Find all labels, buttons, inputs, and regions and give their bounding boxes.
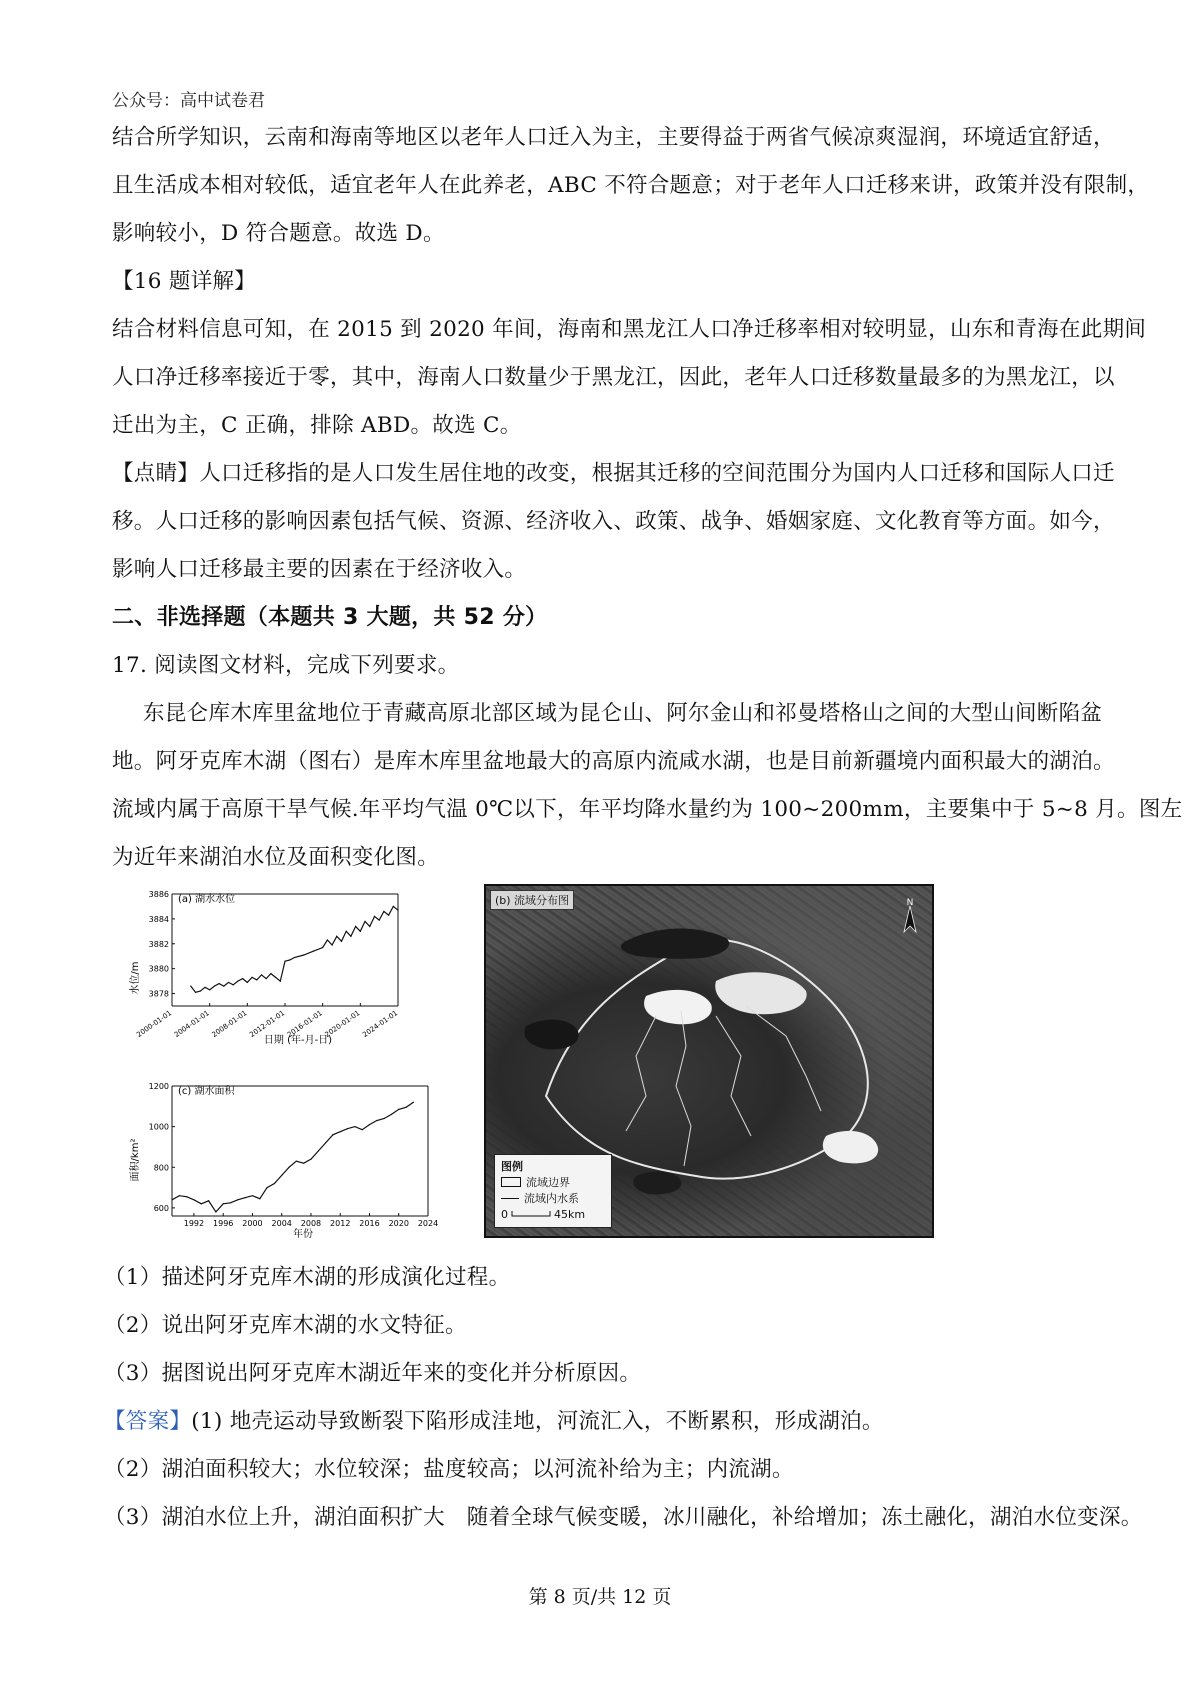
chart-c-y-tick-label: 1000 bbox=[148, 1122, 169, 1132]
north-arrow-icon bbox=[898, 896, 922, 936]
chart-c-title: (c) 湖水面积 bbox=[178, 1086, 235, 1097]
q15-line-3: 影响较小，D 符合题意。故选 D。 bbox=[112, 221, 445, 246]
q16-line-1: 结合材料信息可知，在 2015 到 2020 年间，海南和黑龙江人口净迁移率相对较明显，山东和青海在此期间 bbox=[112, 317, 1147, 342]
answer-label: 【答案】 bbox=[104, 1409, 192, 1434]
lake-north bbox=[621, 929, 729, 959]
chart-c-y-tick-label: 800 bbox=[153, 1163, 169, 1173]
chart-a-data-point bbox=[228, 982, 229, 983]
q17-material-line-2: 地。阿牙克库木湖（图右）是库木库里盆地最大的高原内流咸水湖，也是目前新疆境内面积最大的湖泊。 bbox=[112, 749, 1115, 774]
q17-stem: 17. 阅读图文材料，完成下列要求。 bbox=[112, 653, 460, 678]
chart-a-x-tick-label: 2000-01-01 bbox=[135, 1009, 174, 1039]
note-line-1: 【点睛】人口迁移指的是人口发生居住地的改变，根据其迁移的空间范围分为国内人口迁移和国际人口迁 bbox=[112, 461, 1115, 486]
chart-a-data-point bbox=[275, 977, 276, 978]
chart-c-ylabel: 面积/km² bbox=[130, 1138, 141, 1182]
basin-boundary bbox=[546, 940, 868, 1179]
chart-c-data-point bbox=[340, 1131, 341, 1132]
lake-west bbox=[524, 1020, 578, 1050]
legend-title: 图例 bbox=[501, 1160, 523, 1173]
chart-c-data-point bbox=[193, 1199, 194, 1200]
chart-c-x-tick-label: 1992 bbox=[183, 1219, 205, 1228]
chart-a-data-point bbox=[374, 916, 375, 917]
chart-a-x-tick-label: 2004-01-01 bbox=[172, 1009, 211, 1039]
chart-c-data-point bbox=[296, 1161, 297, 1162]
chart-c-data-point bbox=[215, 1211, 216, 1212]
chart-c-data-point bbox=[259, 1198, 260, 1199]
chart-c-data-point bbox=[398, 1109, 399, 1110]
chart-a-x-tick-label: 2008-01-01 bbox=[210, 1009, 249, 1039]
chart-c-x-tick-label: 1996 bbox=[213, 1219, 234, 1228]
chart-a-xlabel: 日期 (年-月-日) bbox=[263, 1035, 333, 1046]
chart-a-data-point bbox=[322, 947, 323, 948]
chart-c-y-tick-label: 600 bbox=[153, 1203, 169, 1213]
water-level-chart bbox=[128, 888, 428, 1048]
boundary-swatch-icon bbox=[501, 1177, 521, 1187]
chart-a-x-tick-label: 2020-01-01 bbox=[323, 1009, 362, 1039]
chart-a-y-tick-label: 3878 bbox=[148, 989, 169, 999]
chart-a-data-point bbox=[364, 921, 365, 922]
chart-c-data-point bbox=[266, 1187, 267, 1188]
legend-row-boundary bbox=[501, 1174, 605, 1190]
chart-a-data-point bbox=[346, 931, 347, 932]
answer-line-1 bbox=[104, 1404, 884, 1435]
chart-c-data-point bbox=[274, 1183, 275, 1184]
chart-a-data-point bbox=[247, 982, 248, 983]
chart-c-series-line bbox=[172, 1102, 413, 1212]
snow-field bbox=[715, 972, 806, 1014]
q15-line-2: 且生活成本相对较低，适宜老年人在此养老，ABC 不符合题意；对于老年人口迁移来讲，政策并没有限制， bbox=[112, 173, 1150, 198]
q16-heading: 【16 题详解】 bbox=[112, 269, 257, 294]
chart-a-data-point bbox=[242, 978, 243, 979]
source-tag: 公众号：高中试卷君 bbox=[112, 91, 265, 111]
chart-c-data-point bbox=[186, 1196, 187, 1197]
chart-a-data-point bbox=[237, 981, 238, 982]
chart-c-data-point bbox=[245, 1197, 246, 1198]
map-legend bbox=[494, 1154, 612, 1228]
chart-c-x-tick-label: 2020 bbox=[388, 1219, 409, 1228]
q17-question-3: （3）据图说出阿牙克库木湖近年来的变化并分析原因。 bbox=[104, 1361, 642, 1386]
lake-south bbox=[633, 1171, 681, 1194]
lake-area-chart bbox=[128, 1080, 439, 1240]
answer-1-text: (1) 地壳运动导致断裂下陷形成洼地，河流汇入，不断累积，形成湖泊。 bbox=[191, 1409, 884, 1434]
q16-line-3: 迁出为主，C 正确，排除 ABD。故选 C。 bbox=[112, 413, 522, 438]
chart-a-data-point bbox=[303, 954, 304, 955]
chart-a-data-point bbox=[190, 985, 191, 986]
chart-c-data-point bbox=[413, 1102, 414, 1103]
chart-a-ylabel: 水位/m bbox=[130, 961, 141, 995]
chart-a-y-tick-label: 3880 bbox=[148, 964, 169, 974]
chart-a-data-point bbox=[200, 990, 201, 991]
q17-material-line-3: 流域内属于高原干旱气候.年平均气温 0℃以下，年平均降水量约为 100~200mm，主要集中于 5~8 月。图左 bbox=[112, 797, 1183, 822]
lake-east bbox=[823, 1131, 878, 1163]
chart-a-data-point bbox=[327, 939, 328, 940]
chart-c-data-point bbox=[303, 1163, 304, 1164]
answer-line-3: （3）湖泊水位上升，湖泊面积扩大 随着全球气候变暖，冰川融化，补给增加；冻土融化，湖泊水位变深。 bbox=[104, 1505, 1143, 1530]
chart-a-data-point bbox=[397, 910, 398, 911]
chart-c-x-tick-label: 2016 bbox=[359, 1219, 380, 1228]
section-title: 二、非选择题（本题共 3 大题，共 52 分） bbox=[112, 605, 548, 630]
chart-a-y-tick-label: 3884 bbox=[148, 914, 169, 924]
chart-a-data-point bbox=[214, 985, 215, 986]
chart-c-data-point bbox=[347, 1128, 348, 1129]
chart-c-data-point bbox=[384, 1118, 385, 1119]
chart-c-data-point bbox=[391, 1114, 392, 1115]
chart-c-data-point bbox=[179, 1195, 180, 1196]
basin-map bbox=[484, 884, 934, 1238]
page-footer: 第 8 页/共 12 页 bbox=[528, 1586, 672, 1608]
chart-a-data-point bbox=[341, 941, 342, 942]
chart-c-data-point bbox=[310, 1159, 311, 1160]
chart-a-data-point bbox=[270, 973, 271, 974]
chart-a-data-point bbox=[218, 983, 219, 984]
chart-c-data-point bbox=[318, 1150, 319, 1151]
chart-a-series-line bbox=[191, 906, 398, 992]
chart-c-data-point bbox=[223, 1203, 224, 1204]
chart-a-data-point bbox=[284, 961, 285, 962]
note-line-3: 影响人口迁移最主要的因素在于经济收入。 bbox=[112, 557, 527, 582]
chart-a-data-point bbox=[360, 931, 361, 932]
legend-row-river bbox=[501, 1190, 605, 1206]
chart-c-data-point bbox=[252, 1195, 253, 1196]
chart-a-data-point bbox=[294, 957, 295, 958]
river-2 bbox=[716, 1016, 751, 1136]
chart-a-y-tick-label: 3886 bbox=[148, 890, 169, 899]
chart-c-data-point bbox=[369, 1124, 370, 1125]
q17-material-line-1: 东昆仑库木库里盆地位于青藏高原北部区域为昆仑山、阿尔金山和祁曼塔格山之间的大型山间断陷盆 bbox=[143, 701, 1103, 726]
chart-a-data-point bbox=[251, 977, 252, 978]
chart-c-data-point bbox=[201, 1203, 202, 1204]
river-swatch-icon bbox=[501, 1198, 519, 1199]
chart-a-data-point bbox=[336, 936, 337, 937]
river-4 bbox=[746, 1006, 821, 1111]
chart-c-data-point bbox=[208, 1200, 209, 1201]
legend-river-label: 流域内水系 bbox=[524, 1192, 579, 1205]
chart-c-data-point bbox=[354, 1126, 355, 1127]
chart-a-data-point bbox=[280, 981, 281, 982]
lake-area-chart-svg bbox=[128, 1080, 439, 1240]
chart-a-y-tick-label: 3882 bbox=[148, 939, 169, 949]
chart-a-x-tick-label: 2016-01-01 bbox=[285, 1009, 324, 1039]
chart-a-data-point bbox=[261, 974, 262, 975]
chart-c-data-point bbox=[376, 1120, 377, 1121]
chart-a-data-point bbox=[209, 989, 210, 990]
chart-c-data-point bbox=[237, 1199, 238, 1200]
legend-boundary-label: 流域边界 bbox=[526, 1176, 570, 1189]
note-line-2: 移。人口迁移的影响因素包括气候、资源、经济收入、政策、战争、婚姻家庭、文化教育等方面。如今， bbox=[112, 509, 1115, 534]
chart-c-xlabel: 年份 bbox=[293, 1229, 313, 1240]
chart-c-x-tick-label: 2024 bbox=[417, 1219, 439, 1228]
chart-c-x-tick-label: 2004 bbox=[271, 1219, 292, 1228]
chart-a-data-point bbox=[204, 987, 205, 988]
chart-a-x-tick-label: 2012-01-01 bbox=[248, 1009, 287, 1039]
chart-c-data-point bbox=[171, 1199, 172, 1200]
chart-c-data-point bbox=[281, 1175, 282, 1176]
chart-a-x-tick-label: 2024-01-01 bbox=[361, 1009, 400, 1039]
chart-c-y-tick-label: 1200 bbox=[148, 1082, 169, 1091]
river-3 bbox=[626, 1016, 656, 1131]
answer-line-2: （2）湖泊面积较大；水位较深；盐度较高；以河流补给为主；内流湖。 bbox=[104, 1457, 794, 1482]
chart-a-data-point bbox=[289, 959, 290, 960]
chart-a-title: (a) 湖水水位 bbox=[178, 894, 236, 905]
chart-a-data-point bbox=[195, 992, 196, 993]
q17-material-line-4: 为近年来湖泊水位及面积变化图。 bbox=[112, 845, 440, 870]
chart-a-data-point bbox=[313, 951, 314, 952]
chart-a-data-point bbox=[350, 936, 351, 937]
river-1 bbox=[676, 1011, 691, 1166]
scale-zero: 0 bbox=[501, 1207, 508, 1221]
chart-a-data-point bbox=[355, 926, 356, 927]
chart-a-data-point bbox=[388, 915, 389, 916]
scale-bar-icon bbox=[511, 1210, 551, 1218]
q16-line-2: 人口净迁移率接近于零，其中，海南人口数量少于黑龙江，因此，老年人口迁移数量最多的为黑龙江，以 bbox=[112, 365, 1115, 390]
chart-c-data-point bbox=[230, 1202, 231, 1203]
water-level-chart-svg bbox=[128, 888, 428, 1048]
north-label: N bbox=[906, 898, 914, 908]
chart-a-data-point bbox=[233, 984, 234, 985]
map-title: (b) 流域分布图 bbox=[490, 890, 574, 910]
q17-question-2: （2）说出阿牙克库木湖的水文特征。 bbox=[104, 1313, 467, 1338]
chart-c-data-point bbox=[362, 1129, 363, 1130]
chart-a-data-point bbox=[266, 978, 267, 979]
chart-a-data-point bbox=[256, 979, 257, 980]
q15-line-1: 结合所学知识，云南和海南等地区以老年人口迁入为主，主要得益于两省气候凉爽湿润，环境适宜舒适， bbox=[112, 125, 1115, 150]
chart-c-x-tick-label: 2000 bbox=[242, 1219, 263, 1228]
chart-a-data-point bbox=[331, 944, 332, 945]
chart-c-data-point bbox=[405, 1107, 406, 1108]
chart-a-data-point bbox=[223, 985, 224, 986]
scale-label: 45km bbox=[554, 1207, 586, 1221]
scale-bar bbox=[501, 1206, 605, 1222]
chart-c-x-tick-label: 2008 bbox=[300, 1219, 322, 1228]
chart-c-data-point bbox=[288, 1167, 289, 1168]
chart-c-data-point bbox=[325, 1142, 326, 1143]
chart-a-data-point bbox=[383, 911, 384, 912]
q17-question-1: （1）描述阿牙克库木湖的形成演化过程。 bbox=[104, 1265, 511, 1290]
chart-c-x-tick-label: 2012 bbox=[330, 1219, 351, 1228]
chart-a-data-point bbox=[369, 926, 370, 927]
chart-c-data-point bbox=[332, 1134, 333, 1135]
chart-a-data-point bbox=[379, 920, 380, 921]
chart-a-data-point bbox=[393, 906, 394, 907]
